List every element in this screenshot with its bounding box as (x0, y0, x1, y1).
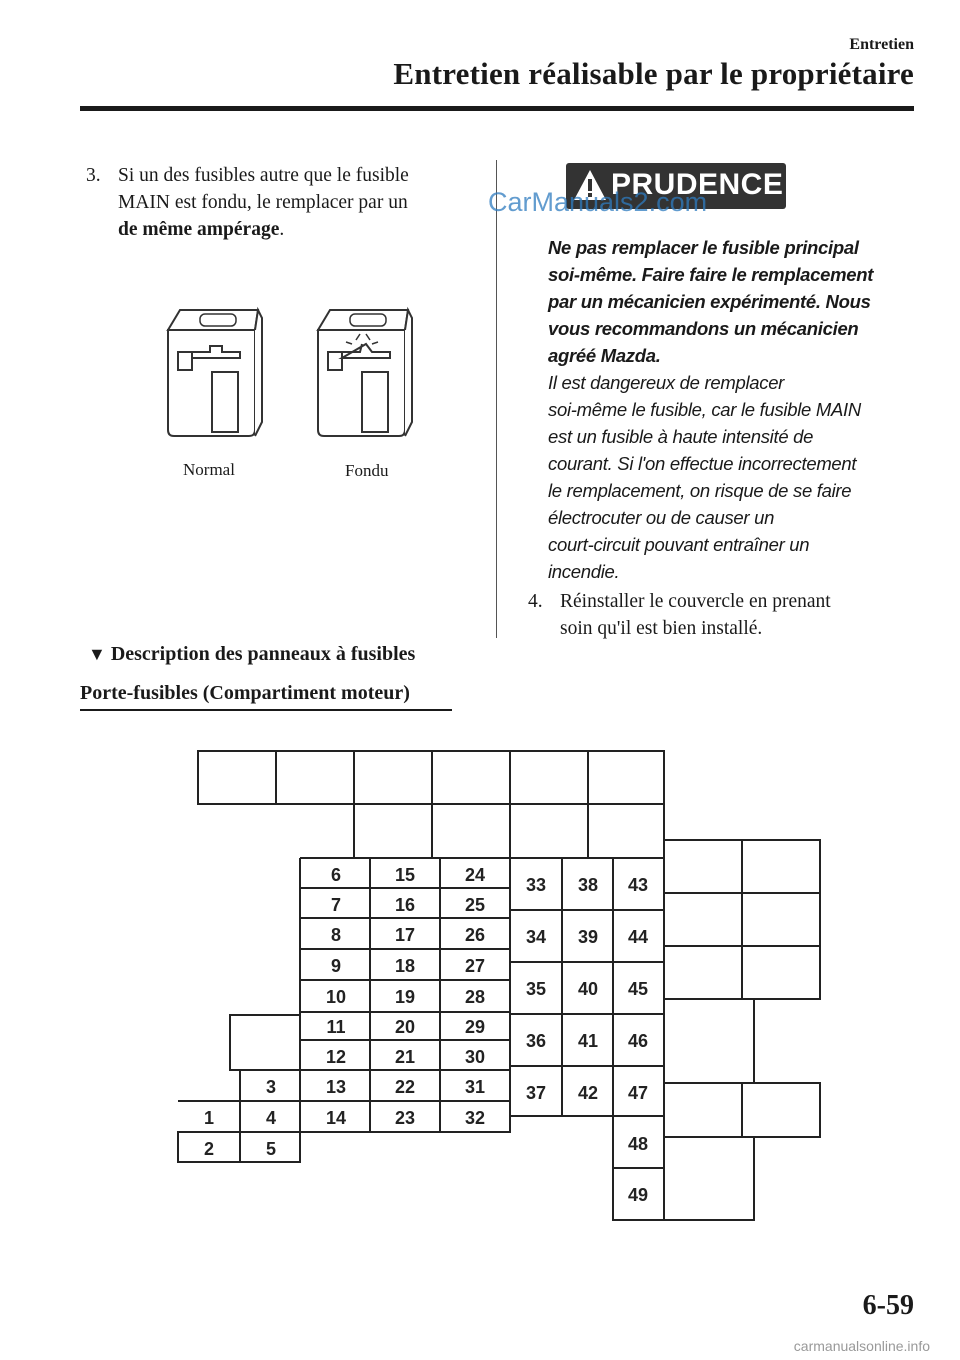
step-3-line-2: MAIN est fondu, le remplacer par un (118, 192, 408, 213)
caution-bold-line: vous recommandons un mécanicien (548, 318, 859, 339)
caution-bold-line: Ne pas remplacer le fusible principal (548, 237, 859, 258)
fuse-number-42: 42 (577, 1083, 599, 1103)
step-number: 3. (86, 165, 101, 186)
fuse-number-8: 8 (330, 925, 342, 945)
fuse-number-36: 36 (525, 1031, 547, 1051)
caution-line: le remplacement, on risque de se faire (548, 480, 852, 501)
fuse-number-43: 43 (627, 875, 649, 895)
fuse-number-16: 16 (394, 895, 416, 915)
blown-fuse-icon (318, 310, 412, 436)
fuse-number-31: 31 (464, 1077, 486, 1097)
fuse-number-10: 10 (325, 987, 347, 1007)
subsection-heading: Porte-fusibles (Compartiment moteur) (80, 682, 410, 704)
caution-line: est un fusible à haute intensité de (548, 426, 814, 447)
fuse-number-33: 33 (525, 875, 547, 895)
caution-line: courant. Si l'on effectue incorrectement (548, 453, 857, 474)
fuse-number-14: 14 (325, 1108, 347, 1128)
fuse-number-5: 5 (265, 1139, 277, 1159)
fuse-number-30: 30 (464, 1047, 486, 1067)
fuse-number-12: 12 (325, 1047, 347, 1067)
fuse-number-45: 45 (627, 979, 649, 999)
fuse-number-21: 21 (394, 1047, 416, 1067)
fuse-number-28: 28 (464, 987, 486, 1007)
fuse-number-25: 25 (464, 895, 486, 915)
fuse-number-9: 9 (330, 956, 342, 976)
caution-line: Il est dangereux de remplacer (548, 372, 785, 393)
fuse-number-38: 38 (577, 875, 599, 895)
fuse-number-1: 1 (203, 1108, 215, 1128)
fuse-number-34: 34 (525, 927, 547, 947)
header-rule (80, 106, 914, 111)
triangle-down-icon: ▼ (88, 644, 106, 664)
fuse-number-23: 23 (394, 1108, 416, 1128)
fuse-number-18: 18 (394, 956, 416, 976)
step-4-line-1: Réinstaller le couvercle en prenant (560, 591, 831, 612)
fuse-number-15: 15 (394, 865, 416, 885)
fuse-number-37: 37 (525, 1083, 547, 1103)
fuse-number-44: 44 (627, 927, 649, 947)
step-4 (528, 588, 928, 642)
fuse-number-40: 40 (577, 979, 599, 999)
fuse-panel-diagram (0, 740, 960, 1240)
fuse-number-4: 4 (265, 1108, 277, 1128)
fuse-number-3: 3 (265, 1077, 277, 1097)
fuse-number-22: 22 (394, 1077, 416, 1097)
caution-bold-line: soi-même. Faire faire le remplacement (548, 264, 874, 285)
step-3 (86, 162, 476, 243)
fuse-number-27: 27 (464, 956, 486, 976)
fuse-number-11: 11 (326, 1017, 346, 1037)
caution-badge-label: PRUDENCE (611, 168, 784, 201)
fuse-number-46: 46 (627, 1031, 649, 1051)
caution-bold-line: agréé Mazda. (548, 345, 661, 366)
step-4-line-2: soin qu'il est bien installé. (560, 618, 763, 639)
step-3-emphasis: de même ampérage (118, 219, 280, 240)
fuse-number-39: 39 (577, 927, 599, 947)
section-heading (88, 643, 415, 666)
caution-line: court-circuit pouvant entraîner un (548, 534, 810, 555)
step-3-line-1: Si un des fusibles autre que le fusible (118, 165, 409, 186)
fuse-number-41: 41 (577, 1031, 599, 1051)
page-title: Entretien réalisable par le propriétaire (393, 56, 914, 91)
fuse-number-29: 29 (464, 1017, 486, 1037)
caution-bold-line: par un mécanicien expérimenté. Nous (548, 291, 871, 312)
fuse-number-6: 6 (330, 865, 342, 885)
column-divider (496, 160, 497, 638)
fuse-number-2: 2 (203, 1139, 215, 1159)
caution-line: soi-même le fusible, car le fusible MAIN (548, 399, 861, 420)
fuse-number-19: 19 (394, 987, 416, 1007)
fuse-number-26: 26 (464, 925, 486, 945)
caution-line: électrocuter ou de causer un (548, 507, 775, 528)
fuse-number-48: 48 (627, 1134, 649, 1154)
caution-text (548, 234, 920, 585)
section-heading-text: Description des panneaux à fusibles (110, 643, 416, 665)
normal-fuse-icon (168, 310, 262, 436)
fuse-number-32: 32 (464, 1108, 486, 1128)
fuse-number-47: 47 (627, 1083, 649, 1103)
fuse-number-35: 35 (525, 979, 547, 999)
chapter-label: Entretien (849, 36, 914, 53)
fuse-number-13: 13 (325, 1077, 347, 1097)
fuse-number-24: 24 (464, 865, 486, 885)
caution-line: incendie. (548, 561, 620, 582)
step-3-period: . (279, 219, 285, 240)
fuse-number-17: 17 (394, 925, 416, 945)
blown-fuse-label: Fondu (345, 461, 389, 480)
watermark: CarManuals2.com (488, 187, 708, 217)
fuse-number-20: 20 (394, 1017, 416, 1037)
normal-fuse-label: Normal (183, 460, 235, 479)
subsection-underline (80, 709, 452, 711)
page-number: 6-59 (862, 1290, 914, 1321)
fuse-number-49: 49 (627, 1185, 649, 1205)
fuse-number-7: 7 (330, 895, 342, 915)
footer-watermark: carmanualsonline.info (793, 1338, 930, 1354)
step-number: 4. (528, 591, 543, 612)
step-3-line-3 (118, 216, 476, 243)
